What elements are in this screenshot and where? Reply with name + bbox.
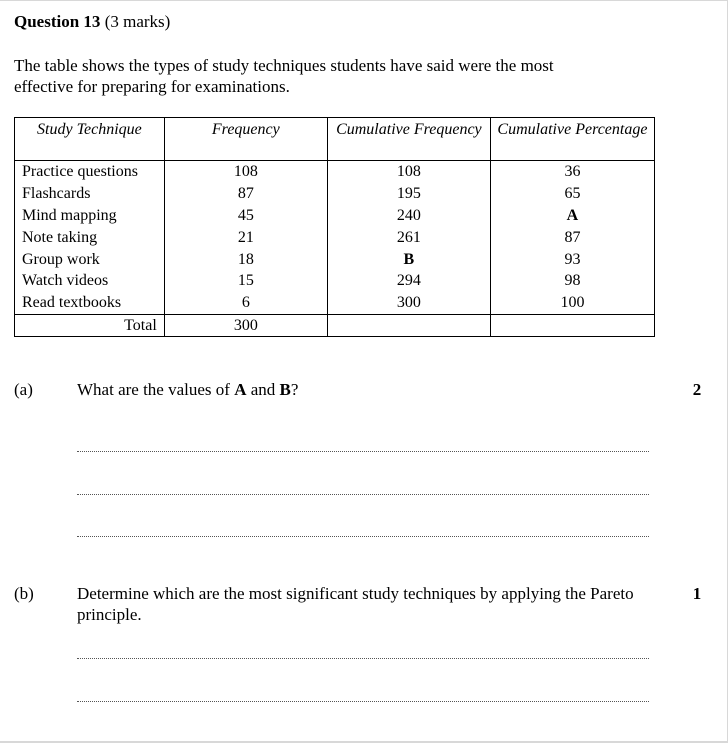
cell-cumulative-frequency: 294 xyxy=(327,270,490,292)
total-empty-cell xyxy=(490,314,654,337)
cell-frequency: 108 xyxy=(164,161,327,183)
table-row xyxy=(15,270,655,292)
answer-line[interactable] xyxy=(77,701,649,702)
cell-cumulative-frequency: B xyxy=(327,248,490,270)
answer-line[interactable] xyxy=(77,658,649,659)
question-number: Question 13 xyxy=(14,12,101,31)
cell-frequency: 45 xyxy=(164,205,327,227)
question-marks: (3 marks) xyxy=(104,12,171,31)
cell-technique: Note taking xyxy=(15,226,165,248)
cell-technique: Flashcards xyxy=(15,183,165,205)
part-b-question: Determine which are the most significant study techniques by applying the Pareto principle. xyxy=(77,584,634,624)
table-row xyxy=(15,248,655,270)
cell-cumulative-percentage: 36 xyxy=(490,161,654,183)
total-empty-cell xyxy=(327,314,490,337)
cell-frequency: 18 xyxy=(164,248,327,270)
part-a-text: and xyxy=(246,380,280,399)
cell-cumulative-percentage: 100 xyxy=(490,292,654,314)
cell-frequency: 6 xyxy=(164,292,327,314)
cell-frequency: 21 xyxy=(164,226,327,248)
header-study-technique: Study Technique xyxy=(15,118,165,161)
cell-cumulative-frequency: 300 xyxy=(327,292,490,314)
cell-cumulative-percentage: A xyxy=(490,205,654,227)
part-b-marks: 1 xyxy=(692,584,702,603)
page-border-top xyxy=(0,0,728,1)
variable-b: B xyxy=(279,380,291,399)
part-a-text: ? xyxy=(290,380,299,399)
cell-technique: Read textbooks xyxy=(15,292,165,314)
study-technique-table xyxy=(14,117,655,337)
answer-line[interactable] xyxy=(77,494,649,495)
cell-cumulative-percentage: 98 xyxy=(490,270,654,292)
table-row xyxy=(15,292,655,314)
cell-cumulative-frequency: 108 xyxy=(327,161,490,183)
header-cumulative-frequency: Cumulative Frequency xyxy=(327,118,490,161)
part-a-label: (a) xyxy=(14,380,33,399)
cell-cumulative-frequency: 261 xyxy=(327,226,490,248)
cell-frequency: 15 xyxy=(164,270,327,292)
cell-cumulative-percentage: 93 xyxy=(490,248,654,270)
table-row xyxy=(15,226,655,248)
total-label: Total xyxy=(15,314,165,337)
cell-cumulative-frequency: 195 xyxy=(327,183,490,205)
cell-technique: Practice questions xyxy=(15,161,165,183)
table-header-row xyxy=(15,118,655,161)
total-value: 300 xyxy=(164,314,327,337)
cell-cumulative-percentage: 87 xyxy=(490,226,654,248)
part-a-question xyxy=(77,379,637,400)
answer-line[interactable] xyxy=(77,536,649,537)
table-row xyxy=(15,161,655,183)
header-cumulative-percentage: Cumulative Percentage xyxy=(490,118,654,161)
question-title xyxy=(14,12,170,32)
cell-technique: Watch videos xyxy=(15,270,165,292)
header-frequency: Frequency xyxy=(164,118,327,161)
question-intro: The table shows the types of study techniques students have said were the most effective for preparing for examinations. xyxy=(14,56,554,96)
variable-a: A xyxy=(234,380,247,399)
cell-cumulative-frequency: 240 xyxy=(327,205,490,227)
table-total-row xyxy=(15,314,655,337)
cell-cumulative-percentage: 65 xyxy=(490,183,654,205)
cell-technique: Mind mapping xyxy=(15,205,165,227)
part-a-text: What are the values of xyxy=(77,380,235,399)
answer-line[interactable] xyxy=(77,451,649,452)
cell-frequency: 87 xyxy=(164,183,327,205)
table-row xyxy=(15,183,655,205)
table-row xyxy=(15,205,655,227)
part-a-marks: 2 xyxy=(692,380,702,399)
cell-technique: Group work xyxy=(15,248,165,270)
part-b-label: (b) xyxy=(14,584,34,603)
